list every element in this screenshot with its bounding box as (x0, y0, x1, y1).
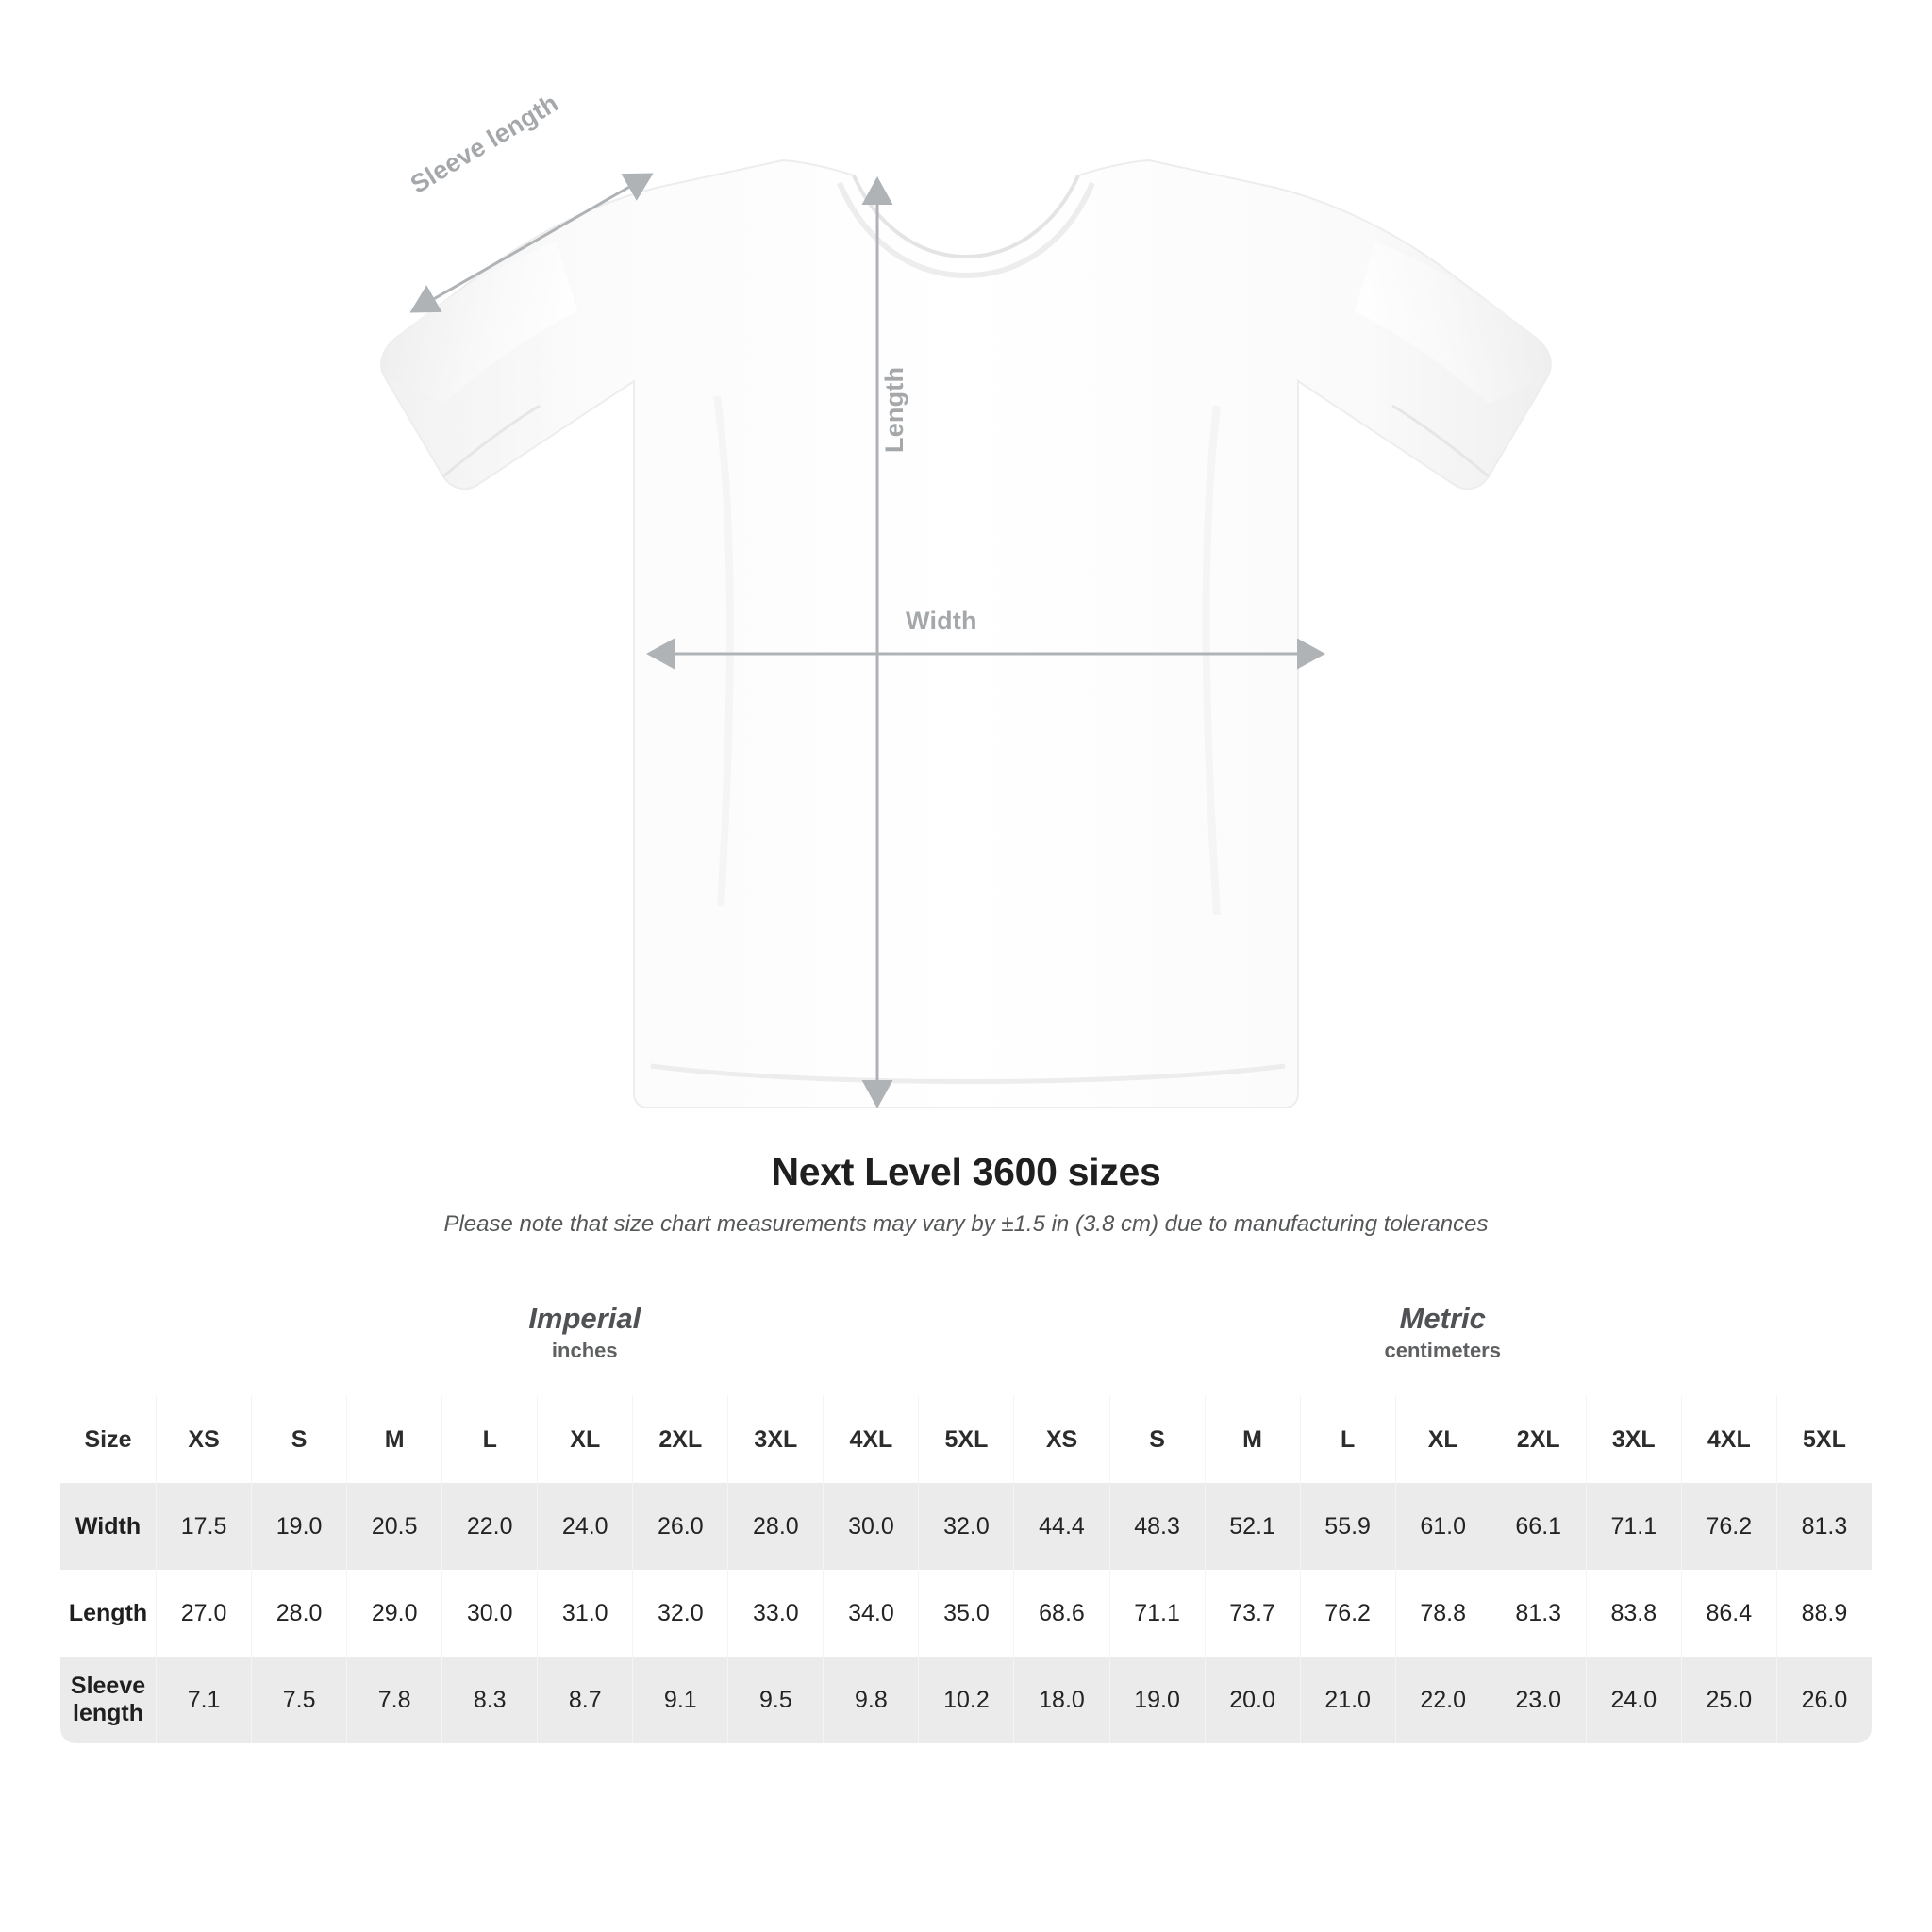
cell-sleeve-imperial-2xl: 9.1 (632, 1657, 727, 1743)
page-title: Next Level 3600 sizes (771, 1150, 1161, 1193)
cell-sleeve-imperial-3xl: 9.5 (727, 1657, 823, 1743)
cell-width-metric-l: 55.9 (1300, 1483, 1395, 1570)
cell-width-imperial-4xl: 30.0 (823, 1483, 918, 1570)
cell-sleeve-imperial-l: 8.3 (441, 1657, 537, 1743)
cell-sleeve-imperial-xl: 8.7 (537, 1657, 632, 1743)
cell-width-metric-2xl: 66.1 (1491, 1483, 1586, 1570)
cell-sleeve-metric-s: 19.0 (1109, 1657, 1205, 1743)
unit-sub-imperial: inches (551, 1339, 618, 1363)
cell-width-imperial-xl: 24.0 (537, 1483, 632, 1570)
cell-width-imperial-m: 20.5 (346, 1483, 441, 1570)
cell-length-metric-4xl: 86.4 (1681, 1570, 1776, 1657)
cell-length-imperial-s: 28.0 (251, 1570, 346, 1657)
row-header-length: Length (60, 1570, 156, 1657)
cell-width-metric-m: 52.1 (1205, 1483, 1300, 1570)
cell-length-metric-s: 71.1 (1109, 1570, 1205, 1657)
cell-sleeve-metric-4xl: 25.0 (1681, 1657, 1776, 1743)
cell-width-metric-xs: 44.4 (1013, 1483, 1108, 1570)
size-header-imperial-4xl: 4XL (823, 1396, 918, 1483)
cell-length-imperial-2xl: 32.0 (632, 1570, 727, 1657)
cell-sleeve-metric-3xl: 24.0 (1586, 1657, 1681, 1743)
cell-sleeve-imperial-xs: 7.1 (156, 1657, 251, 1743)
cell-sleeve-metric-l: 21.0 (1300, 1657, 1395, 1743)
cell-length-metric-l: 76.2 (1300, 1570, 1395, 1657)
size-header-imperial-l: L (441, 1396, 537, 1483)
cell-length-imperial-3xl: 33.0 (727, 1570, 823, 1657)
cell-width-metric-3xl: 71.1 (1586, 1483, 1681, 1570)
size-header-metric-s: S (1109, 1396, 1205, 1483)
cell-length-imperial-m: 29.0 (346, 1570, 441, 1657)
sleeve-length-label: Sleeve length (406, 89, 563, 199)
table-row (60, 1570, 1872, 1657)
cell-length-metric-2xl: 81.3 (1491, 1570, 1586, 1657)
size-table-wrapper (60, 1272, 1872, 1743)
cell-sleeve-metric-2xl: 23.0 (1491, 1657, 1586, 1743)
size-header-metric-m: M (1205, 1396, 1300, 1483)
cell-length-imperial-xs: 27.0 (156, 1570, 251, 1657)
tolerance-note: Please note that size chart measurements may vary by ±1.5 in (3.8 cm) due to manufacturing tolerances (443, 1211, 1489, 1237)
size-header-metric-xs: XS (1013, 1396, 1108, 1483)
cell-sleeve-metric-m: 20.0 (1205, 1657, 1300, 1743)
cell-sleeve-imperial-m: 7.8 (346, 1657, 441, 1743)
cell-width-imperial-2xl: 26.0 (632, 1483, 727, 1570)
size-header-imperial-xs: XS (156, 1396, 251, 1483)
cell-sleeve-imperial-s: 7.5 (251, 1657, 346, 1743)
cell-sleeve-imperial-5xl: 10.2 (918, 1657, 1013, 1743)
unit-header-row (60, 1272, 1872, 1396)
size-header-imperial-s: S (251, 1396, 346, 1483)
length-label: Length (880, 366, 908, 453)
cell-width-metric-4xl: 76.2 (1681, 1483, 1776, 1570)
title-block (0, 1150, 1932, 1238)
cell-sleeve-imperial-4xl: 9.8 (823, 1657, 918, 1743)
row-header-sleeve-length: Sleeve length (60, 1657, 156, 1743)
size-header-metric-3xl: 3XL (1586, 1396, 1681, 1483)
cell-width-imperial-xs: 17.5 (156, 1483, 251, 1570)
unit-name-imperial: Imperial (528, 1301, 641, 1335)
size-header-metric-2xl: 2XL (1491, 1396, 1586, 1483)
size-header-row (60, 1396, 1872, 1483)
cell-length-imperial-xl: 31.0 (537, 1570, 632, 1657)
cell-length-metric-xl: 78.8 (1395, 1570, 1491, 1657)
size-header-imperial-3xl: 3XL (727, 1396, 823, 1483)
table-row (60, 1657, 1872, 1743)
cell-sleeve-metric-xl: 22.0 (1395, 1657, 1491, 1743)
unit-name-metric: Metric (1399, 1301, 1486, 1335)
table-row (60, 1483, 1872, 1570)
cell-length-imperial-5xl: 35.0 (918, 1570, 1013, 1657)
unit-header-metric (1013, 1272, 1872, 1396)
size-header-metric-l: L (1300, 1396, 1395, 1483)
cell-length-imperial-l: 30.0 (441, 1570, 537, 1657)
size-header-metric-xl: XL (1395, 1396, 1491, 1483)
column-header-size: Size (60, 1396, 156, 1483)
cell-width-imperial-l: 22.0 (441, 1483, 537, 1570)
size-header-metric-5xl: 5XL (1776, 1396, 1872, 1483)
cell-width-metric-xl: 61.0 (1395, 1483, 1491, 1570)
cell-length-metric-xs: 68.6 (1013, 1570, 1108, 1657)
unit-header-imperial (156, 1272, 1013, 1396)
cell-length-imperial-4xl: 34.0 (823, 1570, 918, 1657)
width-label: Width (906, 607, 977, 635)
cell-width-imperial-3xl: 28.0 (727, 1483, 823, 1570)
cell-width-imperial-5xl: 32.0 (918, 1483, 1013, 1570)
size-header-imperial-5xl: 5XL (918, 1396, 1013, 1483)
row-header-width: Width (60, 1483, 156, 1570)
size-header-imperial-2xl: 2XL (632, 1396, 727, 1483)
cell-width-imperial-s: 19.0 (251, 1483, 346, 1570)
size-header-imperial-m: M (346, 1396, 441, 1483)
cell-width-metric-5xl: 81.3 (1776, 1483, 1872, 1570)
cell-sleeve-metric-5xl: 26.0 (1776, 1657, 1872, 1743)
cell-sleeve-metric-xs: 18.0 (1013, 1657, 1108, 1743)
size-header-metric-4xl: 4XL (1681, 1396, 1776, 1483)
size-header-imperial-xl: XL (537, 1396, 632, 1483)
cell-length-metric-3xl: 83.8 (1586, 1570, 1681, 1657)
cell-length-metric-m: 73.7 (1205, 1570, 1300, 1657)
unit-header-spacer (60, 1272, 156, 1396)
cell-length-metric-5xl: 88.9 (1776, 1570, 1872, 1657)
unit-sub-metric: centimeters (1384, 1339, 1501, 1363)
cell-width-metric-s: 48.3 (1109, 1483, 1205, 1570)
size-chart-table (60, 1272, 1872, 1743)
